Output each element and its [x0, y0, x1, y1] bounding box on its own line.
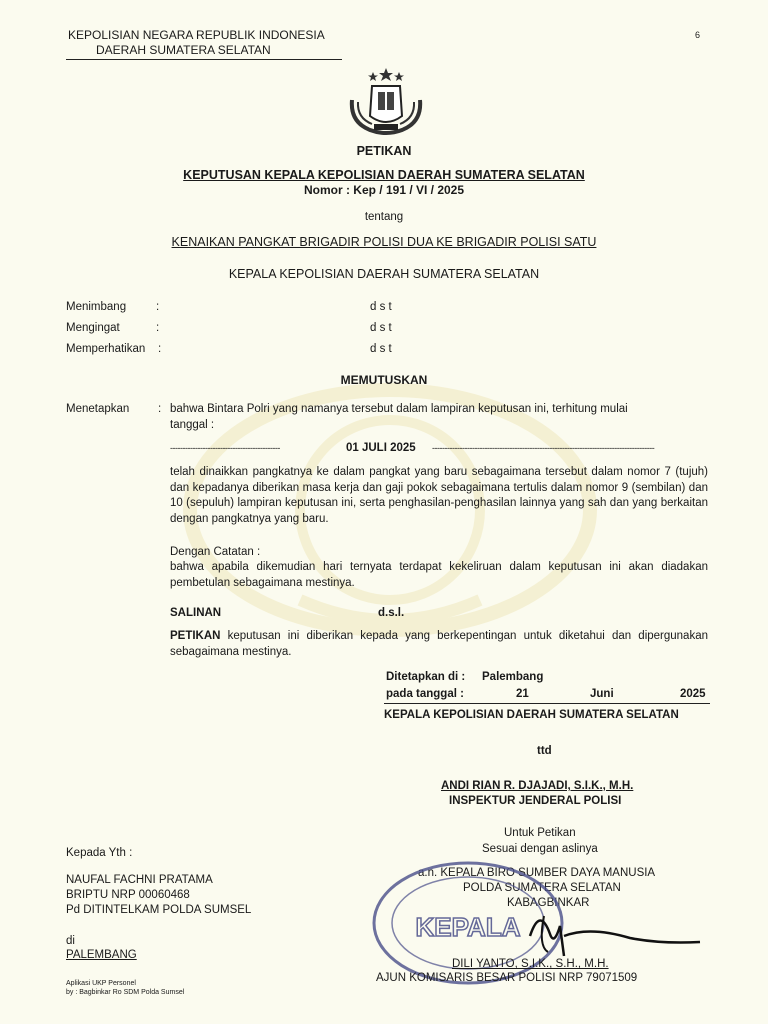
header-underline: [66, 59, 342, 60]
tanggal-month: Juni: [590, 688, 614, 700]
cert-line-2: Sesuai dengan aslinya: [482, 843, 598, 855]
memperhatikan-colon: :: [158, 343, 162, 355]
tanggal-year: 2025: [680, 688, 706, 700]
petikan-statement: [170, 629, 708, 660]
authority-title: KEPALA KEPOLISIAN DAERAH SUMATERA SELATAN: [228, 267, 540, 281]
menetapkan-line-1: bahwa Bintara Polri yang namanya tersebut dalam lampiran keputusan ini, terhitung mulai: [170, 403, 628, 415]
tanggal-day: 21: [516, 688, 529, 700]
police-emblem-icon: [340, 66, 432, 138]
ditetapkan-label: Ditetapkan di :: [386, 671, 466, 683]
page-number: 6: [695, 30, 701, 40]
cert-line-5: KABAGBINKAR: [507, 897, 590, 909]
footer-line-2: by : Bagbinkar Ro SDM Polda Sumsel: [66, 989, 185, 996]
certifier-name: DILI YANTO, S.I.K., S.H., M.H.: [452, 958, 609, 970]
signatory-office: KEPALA KEPOLISIAN DAERAH SUMATERA SELATAN: [384, 709, 679, 721]
salinan-value: d.s.l.: [378, 607, 405, 619]
header-line-2: DAERAH SUMATERA SELATAN: [96, 43, 271, 57]
ditetapkan-value: Palembang: [482, 671, 544, 683]
salinan-label: SALINAN: [170, 607, 222, 619]
mengingat-label: Mengingat: [66, 322, 120, 334]
subject-title: KENAIKAN PANGKAT BRIGADIR POLISI DUA KE BRIGADIR POLISI SATU: [171, 235, 597, 249]
menimbang-colon: :: [156, 301, 160, 313]
recipient-label: Kepada Yth :: [66, 847, 133, 859]
catatan-text: bahwa apabila dikemudian hari ternyata terdapat kekeliruan dalam keputusan ini akan diadakan pembetulan sebagaimana mestinya.: [170, 561, 708, 589]
mengingat-colon: :: [156, 322, 160, 334]
menimbang-value: d s t: [370, 301, 392, 313]
keputusan-title: KEPUTUSAN KEPALA KEPOLISIAN DAERAH SUMATERA SELATAN: [183, 168, 585, 182]
stamp-text: KEPALA: [415, 912, 521, 942]
memutuskan-heading: MEMUTUSKAN: [340, 373, 428, 387]
tanggal-label: pada tanggal :: [386, 688, 464, 700]
cert-line-3: a.n. KEPALA BIRO SUMBER DAYA MANUSIA: [418, 867, 656, 879]
handwritten-signature-icon: [520, 896, 710, 966]
recipient-di: di: [66, 935, 75, 947]
cert-line-1: Untuk Petikan: [504, 827, 576, 839]
certifier-rank: AJUN KOMISARIS BESAR POLISI NRP 79071509: [376, 972, 638, 984]
recipient-unit: Pd DITINTELKAM POLDA SUMSEL: [66, 904, 252, 916]
petikan-text: keputusan ini diberikan kepada yang berkepentingan untuk diketahui dan dipergunakan sebagaimana mestinya.: [170, 630, 708, 658]
menetapkan-label: Menetapkan: [66, 403, 130, 415]
menetapkan-colon: :: [158, 403, 162, 415]
petikan-title: PETIKAN: [356, 144, 412, 158]
tentang-label: tentang: [364, 211, 404, 223]
header-line-1: KEPOLISIAN NEGARA REPUBLIK INDONESIA: [68, 28, 325, 42]
signatory-rank: INSPEKTUR JENDERAL POLISI: [449, 795, 622, 807]
decision-paragraph: telah dinaikkan pangkatnya ke dalam pangkat yang baru sebagaimana tersebut dalam nomor 7 (tujuh) dan kepadanya diberikan masa kerja dan gaji pokok sebagaimana tertulis dalam nomor 9 (sembilan) dan 10 (sepuluh) lampiran keputusan ini, serta penghasilan-penghasilan lainnya yang sah dan yang berkaitan dengan pangkatnya yang baru.: [170, 466, 708, 525]
recipient-name: NAUFAL FACHNI PRATAMA: [66, 874, 213, 886]
recipient-city: PALEMBANG: [66, 949, 137, 961]
memperhatikan-value: d s t: [370, 343, 392, 355]
mengingat-value: d s t: [370, 322, 392, 334]
memperhatikan-label: Memperhatikan: [66, 343, 146, 355]
menimbang-label: Menimbang: [66, 301, 127, 313]
dashes-right: -----------------------------------------------------------------------------------------: [432, 443, 655, 453]
tanggal-underline: [384, 703, 710, 704]
signatory-name: ANDI RIAN R. DJAJADI, S.I.K., M.H.: [441, 780, 634, 792]
menetapkan-line-2: tanggal :: [170, 419, 215, 431]
dashes-left: --------------------------------------------: [170, 443, 280, 453]
ttd-mark: ttd: [537, 745, 552, 757]
recipient-nrp: BRIPTU NRP 00060468: [66, 889, 190, 901]
nomor-line: Nomor : Kep / 191 / VI / 2025: [303, 183, 465, 197]
cert-line-4: POLDA SUMATERA SELATAN: [463, 882, 621, 894]
petikan-word: PETIKAN: [170, 630, 221, 642]
catatan-label: Dengan Catatan :: [170, 546, 261, 558]
effective-date: 01 JULI 2025: [346, 442, 416, 454]
footer-line-1: Aplikasi UKP Personel: [66, 980, 136, 987]
